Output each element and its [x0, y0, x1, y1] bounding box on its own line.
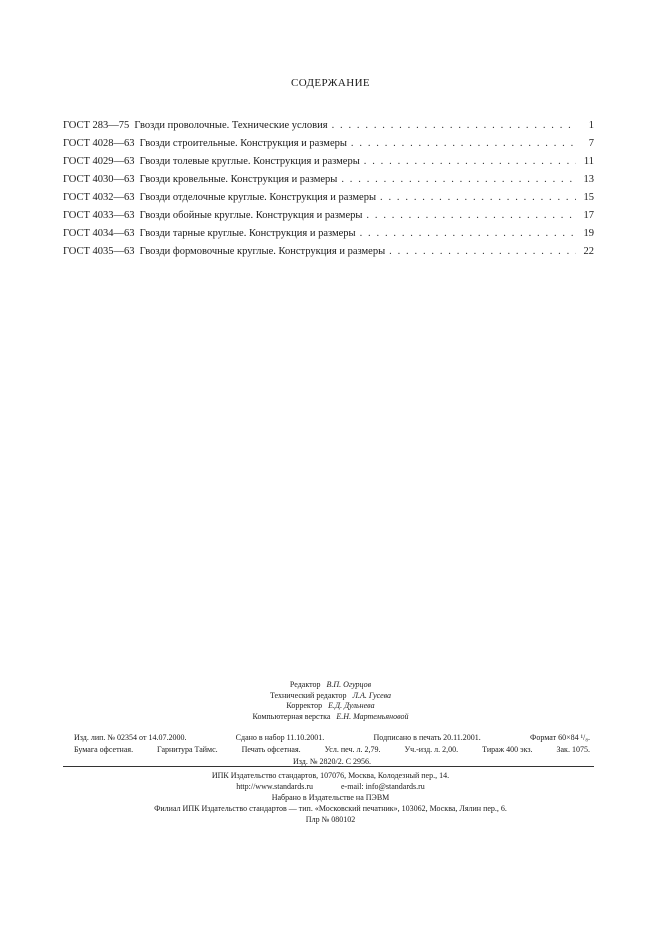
imprint-format: Формат 60×84 ¹/₈.: [530, 733, 590, 742]
print-imprint: [74, 732, 590, 768]
toc-leader-dots: [341, 174, 576, 185]
toc-entry: [63, 174, 594, 192]
publisher-contacts: [0, 781, 661, 792]
toc-leader-dots: [351, 138, 576, 149]
toc-entry-title: Гвозди проволочные. Технические условия: [134, 120, 328, 131]
publisher-email: e-mail: info@standards.ru: [341, 782, 425, 791]
credit-name: Е.Д. Дульнева: [328, 701, 375, 710]
toc-entry-page: 17: [583, 210, 594, 221]
imprint-submitted: Сдано в набор 11.10.2001.: [235, 733, 325, 742]
typeset-note: Набрано в Издательстве на ПЭВМ: [271, 793, 390, 802]
credit-role: Корректор: [286, 701, 323, 710]
toc-entry-title: Гвозди тарные круглые. Конструкция и размеры: [139, 228, 356, 239]
publisher-info: [0, 770, 661, 825]
toc-entry-page: 22: [583, 246, 594, 257]
page-title: СОДЕРЖАНИЕ: [290, 77, 371, 89]
toc-entry-page: 7: [588, 138, 594, 149]
toc-entry-code: ГОСТ 4032—63: [63, 192, 135, 203]
imprint-license: Изд. лип. № 02354 от 14.07.2000.: [74, 733, 187, 742]
toc-entry: [63, 228, 594, 246]
toc-entry-code: ГОСТ 4035—63: [63, 246, 135, 257]
toc-entry: [63, 156, 594, 174]
table-of-contents: [63, 120, 594, 264]
imprint-print-sheets: Усл. печ. л. 2,79.: [324, 745, 381, 754]
imprint-publisher-sheets: Уч.-изд. л. 2,00.: [404, 745, 459, 754]
toc-entry-title: Гвозди формовочные круглые. Конструкция и размеры: [139, 246, 386, 257]
credit-line: [0, 691, 661, 702]
divider: [63, 766, 594, 767]
toc-entry-code: ГОСТ 4029—63: [63, 156, 135, 167]
toc-entry-title: Гвозди толевые круглые. Конструкция и размеры: [139, 156, 360, 167]
toc-entry-page: 13: [583, 174, 594, 185]
toc-entry-title: Гвозди кровельные. Конструкция и размеры: [139, 174, 338, 185]
publisher-website: http://www.standards.ru: [236, 782, 313, 791]
toc-entry-page: 19: [583, 228, 594, 239]
toc-entry-title: Гвозди обойные круглые. Конструкция и размеры: [139, 210, 363, 221]
printer-address: Филиал ИПК Издательство стандартов — тип. «Московский печатник», 103062, Москва, Лялин пер., 6.: [154, 804, 507, 813]
imprint-typeface: Гарнитура Таймс.: [157, 745, 218, 754]
imprint-printing: Печать офсетная.: [241, 745, 301, 754]
credit-role: Компьютерная верстка: [252, 711, 331, 721]
toc-entry-code: ГОСТ 283—75: [63, 120, 130, 131]
toc-leader-dots: [360, 228, 576, 239]
editorial-credits: [0, 680, 661, 722]
toc-entry-page: 15: [583, 192, 594, 203]
credit-name: Л.А. Гусева: [352, 690, 392, 700]
imprint-run: Тираж 400 экз.: [482, 745, 533, 754]
toc-entry: [63, 246, 594, 264]
credit-role: Технический редактор: [269, 690, 347, 700]
toc-entry-title: Гвозди отделочные круглые. Конструкция и размеры: [139, 192, 377, 203]
imprint-signed: Подписано в печать 20.11.2001.: [373, 733, 481, 742]
credit-line: [0, 680, 661, 691]
toc-entry-page: 1: [588, 120, 594, 131]
printer-license: Плр № 080102: [305, 815, 356, 824]
toc-leader-dots: [389, 246, 576, 257]
toc-entry: [63, 192, 594, 210]
credit-line: [0, 701, 661, 712]
imprint-order: Зак. 1075.: [556, 745, 590, 754]
credit-line: [0, 712, 661, 723]
imprint-line-2: [74, 744, 590, 756]
toc-entry-code: ГОСТ 4034—63: [63, 228, 135, 239]
toc-entry: [63, 210, 594, 228]
toc-leader-dots: [380, 192, 576, 203]
toc-entry-page: 11: [583, 156, 594, 167]
toc-entry: [63, 120, 594, 138]
toc-entry-code: ГОСТ 4030—63: [63, 174, 135, 185]
credit-role: Редактор: [289, 680, 321, 689]
credit-name: Е.Н. Мартемьяновой: [336, 711, 409, 721]
toc-entry: [63, 138, 594, 156]
credit-name: В.П. Огурцов: [326, 680, 372, 689]
toc-leader-dots: [366, 210, 576, 221]
imprint-line-1: [74, 732, 590, 744]
imprint-line-3: Изд. № 2820/2. С 2956.: [292, 757, 372, 766]
toc-entry-title: Гвозди строительные. Конструкция и размеры: [139, 138, 347, 149]
toc-leader-dots: [364, 156, 576, 167]
publisher-address: ИПК Издательство стандартов, 107076, Москва, Колодезный пер., 14.: [211, 771, 450, 780]
toc-entry-code: ГОСТ 4033—63: [63, 210, 135, 221]
imprint-paper: Бумага офсетная.: [74, 745, 134, 754]
toc-entry-code: ГОСТ 4028—63: [63, 138, 135, 149]
toc-leader-dots: [332, 120, 576, 131]
